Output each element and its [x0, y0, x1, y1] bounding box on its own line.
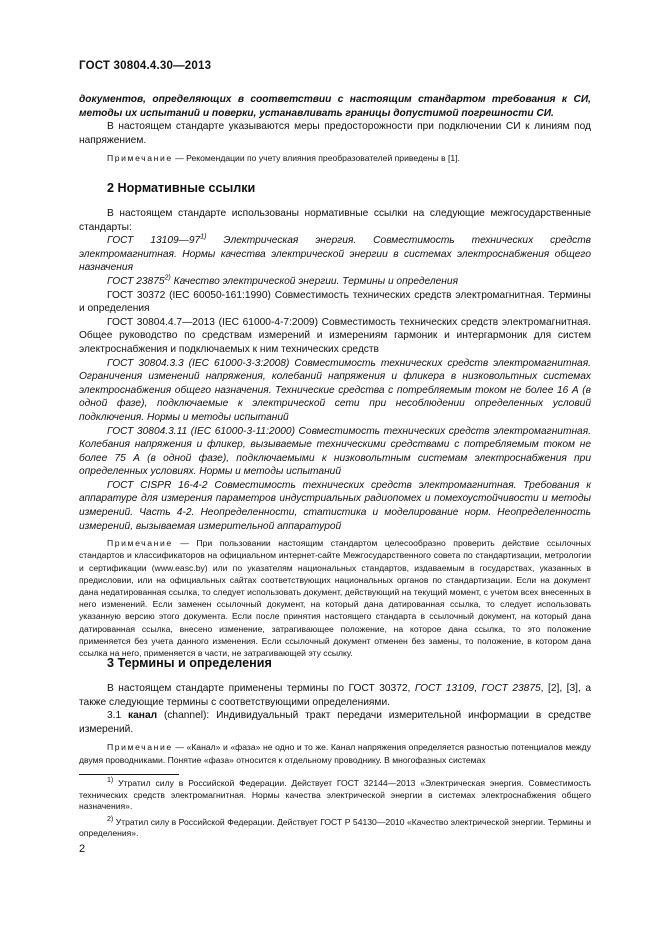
note-text: — Рекомендации по учету влияния преобразователей приведены в [1]. [172, 153, 460, 164]
reference-gost-cispr-16-4-2: ГОСТ CISPR 16-4-2 Совместимость технических средств электромагнитная. Требования к аппаратуре для измерения параметров индустриальных радиопомех и помехоустойчивости и методы измерений. Часть 4-2. Неопределенности, статистика и моделирование норм. Неопределенность измерений, вызываемая измерительной аппаратурой [79, 479, 591, 532]
term-word: канал [128, 710, 158, 722]
footnote-2 [79, 817, 591, 840]
lead-ref: ГОСТ 13109 [414, 683, 475, 694]
reference-gost-30804-3-3: ГОСТ 30804.3.3 (IEC 61000-3-3:2008) Совместимость технических средств электромагнитная. Ограничения изменений напряжения, колебаний напряжения и фликера в низковольтных системах электроснабжения общего назначения. Технические средства с потребляемым током не более 16 А (в одной фазе), подключаемые к электрической сети при несоблюдении определенных условий подключения. Нормы и методы испытаний [79, 357, 591, 423]
lead-ref: ГОСТ 23875 [481, 683, 541, 694]
term-definition: (channel): Индивидуальный тракт передачи измерительной информации в средстве измерений. [79, 710, 592, 735]
footnote-1 [79, 778, 591, 813]
note-label: Примечание [107, 742, 173, 753]
reference-gost-30804-3-11: ГОСТ 30804.3.11 (IEC 61000-3-11:2000) Совместимость технических средств электромагнитная. Колебания напряжения и фликер, вызываемые техническими средствами с потребляемым током не более 75 А (в одной фазе), подключаемыми к низковольтным системам электроснабжения при определенных условиях. Нормы и методы испытаний [79, 425, 591, 478]
footnote-divider [79, 774, 179, 775]
footnote-text: Утратил силу в Российской Федерации. Действует ГОСТ 32144—2013 «Электрическая энергия. Совместимость технических средств электромагнитная. Нормы качества электрической энергии в системах электроснабжения общего назначения». [79, 778, 591, 812]
footnote-marker: 1) [107, 777, 114, 785]
footnote-marker: 2) [107, 815, 114, 823]
lead-text: , [474, 683, 482, 694]
ref-code: ГОСТ 13109—97 [107, 235, 201, 247]
lead-text: В настоящем стандарте применены термины по ГОСТ 30372, [107, 683, 415, 694]
intro-continuation: документов, определяющих в соответствии с настоящим стандартом требования к СИ, методы их испытаний и поверки, устанавливать границы допустимой погрешности СИ. [79, 94, 591, 119]
page-number: 2 [79, 843, 86, 855]
reference-gost-13109 [79, 234, 591, 275]
section-3-title: 3 Термины и определения [107, 656, 272, 670]
term-number: 3.1 [107, 710, 129, 722]
ref-title: Качество электрической энергии. Термины и определения [170, 275, 459, 287]
note-label: Примечание [107, 538, 173, 549]
footnote-text: Утратил силу в Российской Федерации. Действует ГОСТ Р 54130—2010 «Качество электрической энергии. Термины и определения». [79, 816, 591, 839]
footnotes [79, 774, 591, 840]
reference-gost-30372: ГОСТ 30372 (IEC 60050-161:1990) Совместимость технических средств электромагнитная. Термины и определения [79, 289, 591, 315]
document-header: ГОСТ 30804.4.30—2013 [79, 60, 212, 72]
section-3-note [79, 741, 591, 765]
section-2-title: 2 Нормативные ссылки [107, 181, 256, 195]
note-label: Примечание [107, 153, 173, 164]
note-text: — «Канал» и «фаза» не одно и то же. Канал напряжения определяется разностью потенциалов между двумя проводниками. Понятие «фаза» относится к отдельному проводнику. В многофазных системах [79, 742, 591, 765]
section-3-lead [79, 682, 591, 709]
lead-text: , [2], [3], а также следующие термины с соответствующими определениями. [79, 683, 592, 708]
reference-gost-23875 [79, 275, 591, 289]
footnote-marker: 1) [200, 233, 207, 241]
term-channel [79, 709, 591, 736]
reference-gost-30804-4-7: ГОСТ 30804.4.7—2013 (IEC 61000-4-7:2009) Совместимость технических средств электромагнитная. Общее руководство по средствам измерений и измерениям гармоник и интергармоник для систем электроснабжения и подключаемых к ним технических средств [79, 316, 591, 355]
intro-paragraph: В настоящем стандарте указываются меры предосторожности при подключении СИ к линиям под напряжением. [79, 121, 591, 146]
ref-title: Электрическая энергия. Совместимость технических средств электромагнитная. Нормы качества электрической энергии в системах электроснабжения общего назначения [79, 235, 591, 274]
intro-note [79, 152, 591, 164]
ref-code: ГОСТ 23875 [107, 275, 165, 287]
footnote-marker: 2) [164, 274, 171, 282]
section-2 [79, 181, 591, 659]
note-text: — При пользовании настоящим стандартом целесообразно проверить действие ссылочных стандартов и классификаторов на официальном интернет-сайте Межгосударственного совета по стандартизации, метрологии и сертификации (www.easc.by) или по указателям национальных стандартов, издаваемым в государствах, указанных в предисловии, или на официальных сайтах соответствующих национальных органов по стандартизации. Если на документ дана недатированная ссылка, то следует использовать документ, действующий на текущий момент, с учетом всех внесенных в него изменений. Если заменен ссылочный документ, на который дана датированная ссылка, то следует использовать указанную версию этого документа. Если после принятия настоящего стандарта в ссылочный документ, на который дана датированная ссылка, внесено изменение, затрагивающее положение, на которое дана ссылка, то это положение применяется без учета данного изменения. Если ссылочный документ отменен без замены, то положение, в котором дана ссылка на него, применяется в части, не затрагивающей эту ссылку. [79, 538, 591, 659]
section-2-lead: В настоящем стандарте использованы нормативные ссылки на следующие межгосударственные стандарты: [79, 208, 591, 233]
section-3 [79, 656, 591, 766]
section-2-note [79, 537, 591, 659]
intro-block [79, 93, 591, 165]
